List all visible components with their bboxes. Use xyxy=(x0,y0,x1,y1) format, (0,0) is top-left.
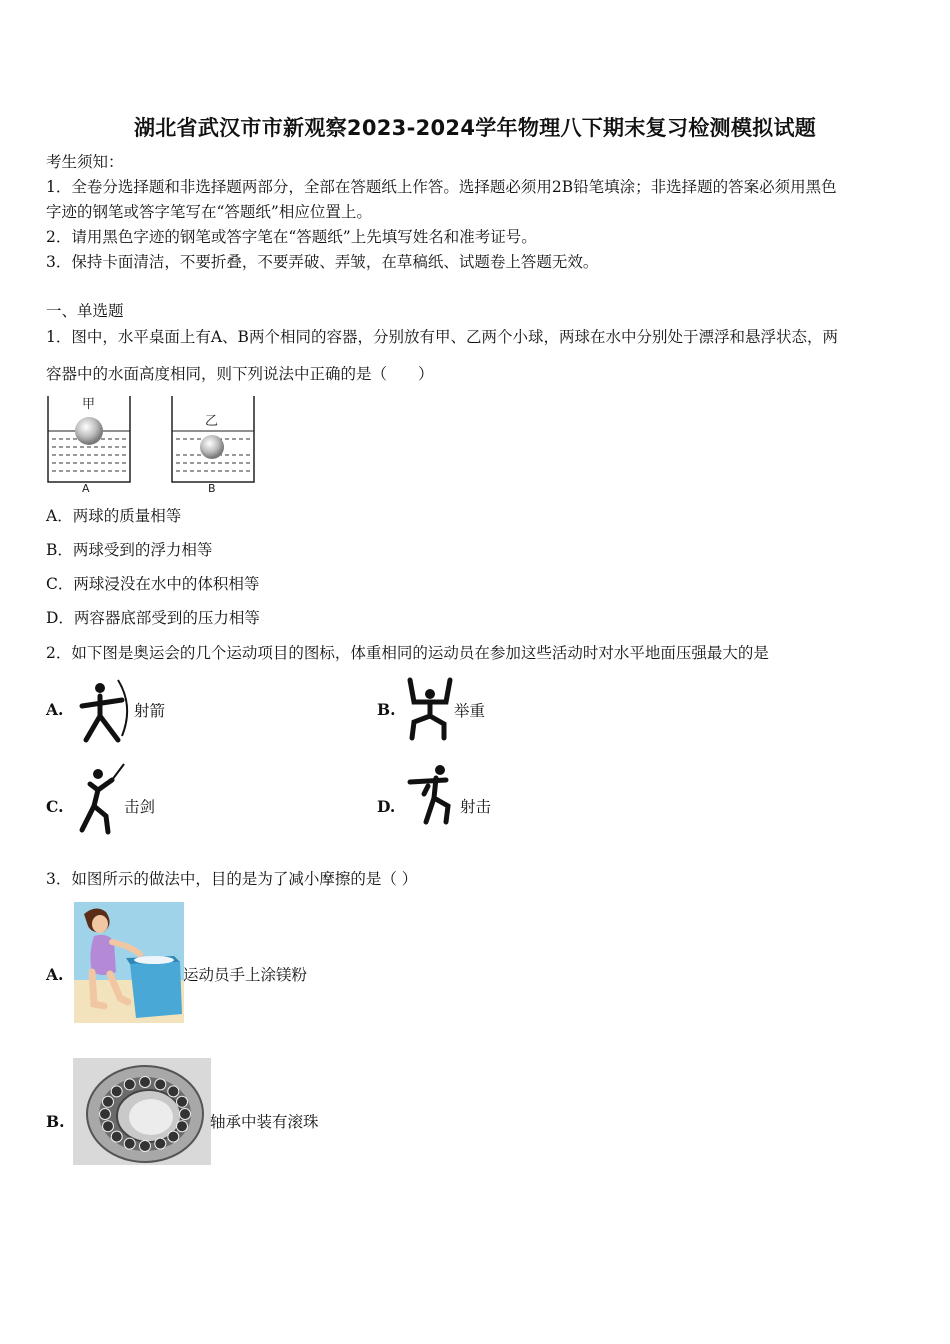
bearing-ball xyxy=(177,1121,188,1132)
q3-option-a-text: 运动员手上涂镁粉 xyxy=(183,966,308,984)
bearing-ball xyxy=(124,1138,135,1149)
q2-stem: 2．如下图是奥运会的几个运动项目的图标，体重相同的运动员在参加这些活动时对水平地面压强最大的是 xyxy=(46,644,769,662)
bearing-ball xyxy=(180,1109,191,1120)
q2-option-a-text: 射箭 xyxy=(134,702,166,720)
q3-option-a-letter: A. xyxy=(46,965,64,984)
bearing-ball xyxy=(155,1138,166,1149)
notice-line-1b: 字迹的钢笔或答字笔写在“答题纸”相应位置上。 xyxy=(46,203,372,221)
bearing-ball xyxy=(100,1109,111,1120)
q1-stem-line-1: 1．图中，水平桌面上有A、B两个相同的容器，分别放有甲、乙两个小球，两球在水中分别处于漂浮和悬浮状态，两 xyxy=(46,328,838,346)
bearing-ball xyxy=(140,1077,151,1088)
archery-icon xyxy=(78,676,138,746)
shooting-icon xyxy=(406,760,460,826)
ball-b-label: 乙 xyxy=(205,414,219,429)
bearing-ball xyxy=(177,1096,188,1107)
notice-line-2: 2．请用黑色字迹的钢笔或答字笔在“答题纸”上先填写姓名和准考证号。 xyxy=(46,228,537,246)
q1-option-c: C．两球浸没在水中的体积相等 xyxy=(46,575,260,593)
notice-line-3: 3．保持卡面清洁，不要折叠，不要弄破、弄皱，在草稿纸、试题卷上答题无效。 xyxy=(46,253,599,271)
q2-option-c-text: 击剑 xyxy=(124,798,156,816)
q1-stem-line-2: 容器中的水面高度相同，则下列说法中正确的是（ ） xyxy=(46,365,434,383)
q2-option-c-letter: C. xyxy=(46,797,64,816)
ball-a-label: 甲 xyxy=(82,397,96,412)
container-a-label: A xyxy=(82,482,90,494)
container-b-label: B xyxy=(208,482,216,494)
bearing-ball xyxy=(140,1141,151,1152)
bearing-ball xyxy=(111,1086,122,1097)
fencing-icon xyxy=(76,760,128,836)
q2-option-b-text: 举重 xyxy=(454,702,486,720)
q1-figure xyxy=(44,394,260,494)
chalk-athlete-image xyxy=(74,902,184,1023)
bearing-ball xyxy=(111,1131,122,1142)
bearing-ball xyxy=(168,1086,179,1097)
q2-option-b-letter: B. xyxy=(377,700,396,719)
q2-option-d-text: 射击 xyxy=(460,798,492,816)
notice-heading: 考生须知： xyxy=(46,153,124,171)
q2-option-d-letter: D. xyxy=(377,797,396,816)
q3-option-b-text: 轴承中装有滚珠 xyxy=(210,1113,319,1131)
q1-option-b: B．两球受到的浮力相等 xyxy=(46,541,213,559)
q1-option-d: D．两容器底部受到的压力相等 xyxy=(46,609,260,627)
section-heading: 一、单选题 xyxy=(46,302,124,320)
q3-option-b-letter: B. xyxy=(46,1112,65,1131)
q1-option-a: A．两球的质量相等 xyxy=(46,507,182,525)
bearing-ball xyxy=(103,1121,114,1132)
container-b xyxy=(172,396,254,482)
bearing-ball xyxy=(103,1096,114,1107)
q3-stem: 3．如图所示的做法中，目的是为了减小摩擦的是（ ） xyxy=(46,870,418,888)
notice-line-1: 1．全卷分选择题和非选择题两部分，全部在答题纸上作答。选择题必须用2B铅笔填涂；非选择题的答案必须用黑色 xyxy=(46,178,837,196)
bearing-ball xyxy=(124,1079,135,1090)
bearing-ball xyxy=(168,1131,179,1142)
q2-option-a-letter: A. xyxy=(46,700,64,719)
ball-bearing-image xyxy=(73,1058,211,1165)
ball-a xyxy=(75,417,103,445)
bearing-ball xyxy=(155,1079,166,1090)
ball-b xyxy=(200,435,224,459)
page-title: 湖北省武汉市市新观察2023-2024学年物理八下期末复习检测模拟试题 xyxy=(133,116,817,140)
weightlifting-icon xyxy=(404,674,456,744)
